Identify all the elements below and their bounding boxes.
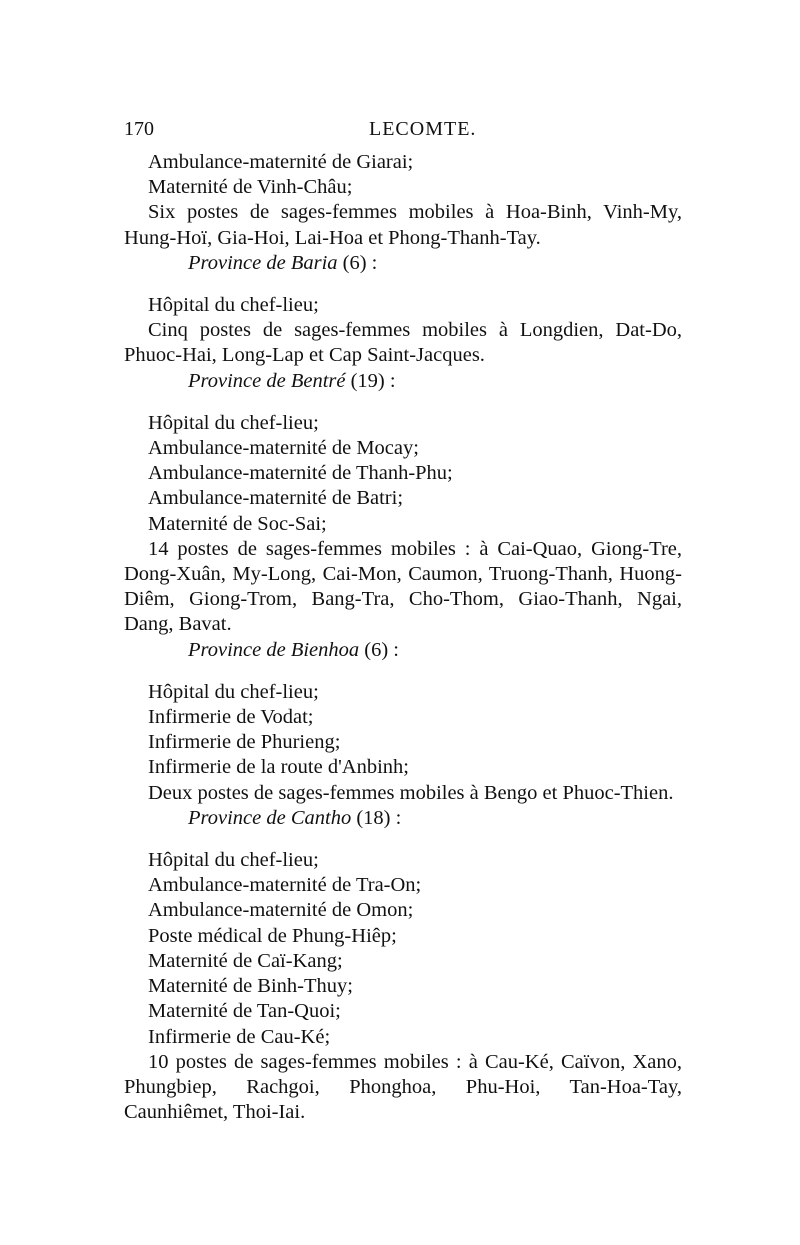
list-item: Hôpital du chef-lieu;	[148, 294, 319, 317]
list-item: Ambulance-maternité de Thanh-Phu;	[148, 462, 453, 485]
province-name: Province de Bienhoa	[188, 638, 360, 661]
section-heading	[124, 251, 682, 276]
section-count: (6) :	[364, 638, 400, 661]
page-body	[124, 150, 682, 1125]
list-item: Hôpital du chef-lieu;	[148, 680, 319, 703]
list-item: Poste médical de Phung-Hiêp;	[148, 924, 397, 947]
list-item: Ambulance-maternité de Batri;	[148, 487, 404, 510]
running-title: LECOMTE.	[369, 118, 477, 140]
list-item: Infirmerie de Cau-Ké;	[148, 1025, 331, 1048]
list-item: Maternité de Soc-Sai;	[148, 512, 327, 535]
list-item: Maternité de Tan-Quoi;	[148, 1000, 341, 1023]
section-cantho	[124, 806, 682, 1125]
section-heading	[124, 638, 682, 663]
province-name: Province de Bentré	[188, 369, 346, 392]
list-item: Ambulance-maternité de Omon;	[148, 899, 414, 922]
paragraph: Six postes de sages-femmes mobiles à Hoa-Binh, Vinh-My, Hung-Hoï, Gia-Hoi, Lai-Hoa et Phong-Thanh-Tay.	[124, 201, 682, 249]
paragraph: 14 postes de sages-femmes mobiles : à Cai-Quao, Giong-Tre, Dong-Xuân, My-Long, Cai-Mon, Caumon, Truong-Thanh, Huong-Diêm, Giong-Trom, Bang-Tra, Cho-Thom, Giao-Thanh, Ngai, Dang, Bavat.	[124, 537, 682, 636]
section-heading	[124, 806, 682, 831]
section-count: (6) :	[342, 251, 378, 274]
list-item: Ambulance-maternité de Mocay;	[148, 437, 419, 460]
section-count: (18) :	[356, 806, 402, 829]
section-baria	[124, 251, 682, 369]
paragraph: Cinq postes de sages-femmes mobiles à Longdien, Dat-Do, Phuoc-Hai, Long-Lap et Cap Saint-Jacques.	[124, 319, 682, 367]
intro-block	[124, 150, 682, 251]
section-heading	[124, 369, 682, 394]
list-item: Maternité de Vinh-Châu;	[148, 176, 353, 199]
list-item: Infirmerie de Phurieng;	[148, 731, 341, 754]
list-item: Infirmerie de Vodat;	[148, 706, 314, 729]
section-bentre	[124, 369, 682, 638]
running-head	[124, 118, 684, 146]
section-bienhoa	[124, 638, 682, 806]
list-item: Infirmerie de la route d'Anbinh;	[148, 756, 409, 779]
list-item: Maternité de Binh-Thuy;	[148, 975, 353, 998]
list-item: Hôpital du chef-lieu;	[148, 411, 319, 434]
list-item: Deux postes de sages-femmes mobiles à Bengo et Phuoc-Thien.	[148, 781, 674, 804]
province-name: Province de Baria	[188, 251, 338, 274]
paragraph: 10 postes de sages-femmes mobiles : à Cau-Ké, Caïvon, Xano, Phungbiep, Rachgoi, Phonghoa, Phu-Hoi, Tan-Hoa-Tay, Caunhiêmet, Thoi-Iai.	[124, 1050, 682, 1124]
list-item: Hôpital du chef-lieu;	[148, 849, 319, 872]
province-name: Province de Cantho	[188, 806, 352, 829]
list-item: Ambulance-maternité de Tra-On;	[148, 874, 422, 897]
section-count: (19) :	[350, 369, 396, 392]
list-item: Ambulance-maternité de Giarai;	[148, 151, 414, 173]
list-item: Maternité de Caï-Kang;	[148, 949, 343, 972]
page-number: 170	[124, 118, 154, 140]
